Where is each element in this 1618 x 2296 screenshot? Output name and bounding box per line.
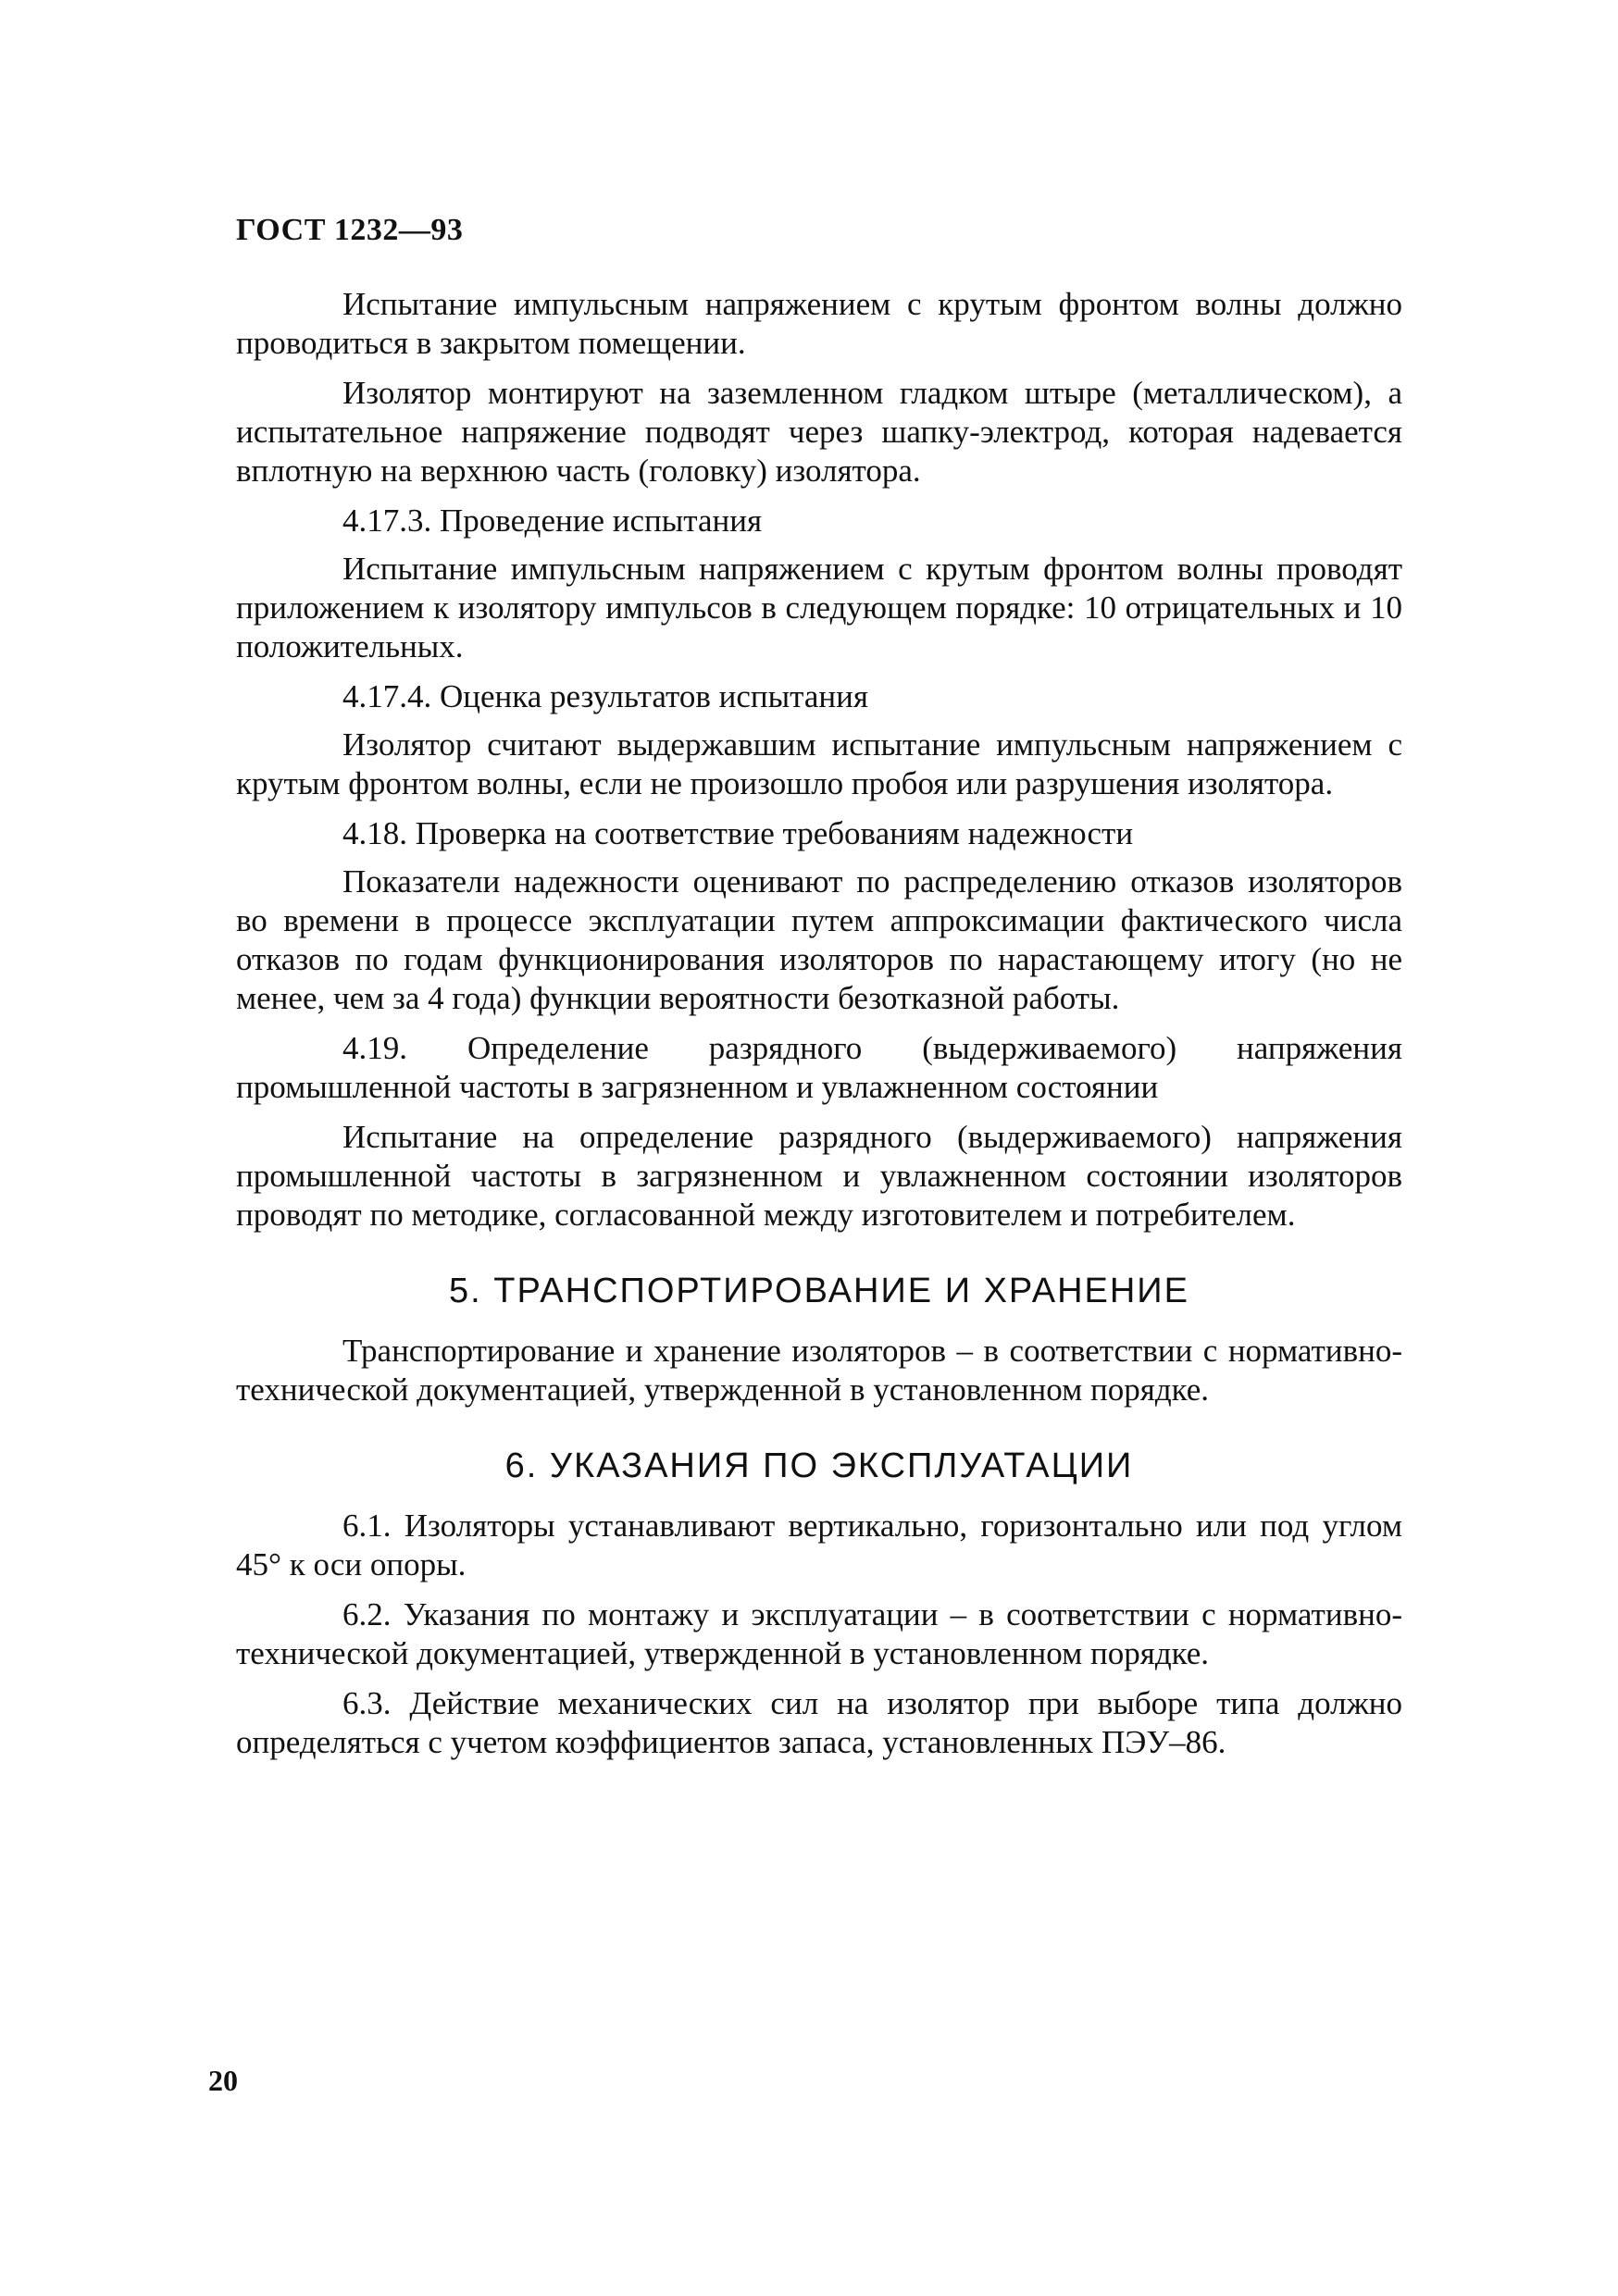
paragraph: Изолятор монтируют на заземленном гладком штыре (металлическом), а испытательное напряжение подводят через шапку-электрод, которая надевается вплотную на верхнюю часть (головку) изолятора.	[236, 375, 1402, 489]
subsection-heading: 4.17.4. Оценка результатов испытания	[342, 678, 868, 714]
paragraph: Испытание импульсным напряжением с крутым фронтом волны должно проводиться в закрытом помещении.	[236, 286, 1402, 361]
document-page	[236, 213, 1402, 1773]
paragraph: Изолятор считают выдержавшим испытание импульсным напряжением с крутым фронтом волны, если не произошло пробоя или разрушения изолятора.	[236, 726, 1402, 801]
paragraph: Испытание на определение разрядного (выдерживаемого) напряжения промышленной частоты в загрязненном и увлажненном состоянии изоляторов проводят по методике, согласованной между изготовителем и потребителем.	[236, 1119, 1402, 1233]
subsection-heading: 4.19. Определение разрядного (выдерживаемого) напряжения промышленной частоты в загрязненном и увлажненном состоянии	[236, 1030, 1402, 1105]
paragraph: 6.1. Изоляторы устанавливают вертикально, горизонтально или под углом 45° к оси опоры.	[236, 1508, 1402, 1582]
subsection-heading: 4.17.3. Проведение испытания	[342, 503, 763, 539]
document-header: ГОСТ 1232—93	[236, 213, 464, 247]
paragraph: 6.2. Указания по монтажу и эксплуатации – в соответствии с нормативно-технической документацией, утвержденной в установленном порядке.	[236, 1596, 1402, 1671]
page-number: 20	[208, 2064, 238, 2097]
paragraph: Испытание импульсным напряжением с крутым фронтом волны проводят приложением к изолятору импульсов в следующем порядке: 10 отрицательных и 10 положительных.	[236, 551, 1402, 664]
paragraph: Транспортирование и хранение изоляторов – в соответствии с нормативно-технической документацией, утвержденной в установленном порядке.	[236, 1333, 1402, 1408]
paragraph: 6.3. Действие механических сил на изолятор при выборе типа должно определяться с учетом коэффициентов запаса, установленных ПЭУ–86.	[236, 1685, 1402, 1760]
subsection-heading: 4.18. Проверка на соответствие требованиям надежности	[342, 815, 1134, 851]
paragraph: Показатели надежности оценивают по распределению отказов изоляторов во времени в процессе эксплуатации путем аппроксимации фактического числа отказов по годам функционирования изоляторов по нарастающему итогу (но не менее, чем за 4 года) функции вероятности безотказной работы.	[236, 863, 1402, 1016]
section-heading: 5. ТРАНСПОРТИРОВАНИЕ И ХРАНЕНИЕ	[449, 1272, 1189, 1310]
section-heading: 6. УКАЗАНИЯ ПО ЭКСПЛУАТАЦИИ	[504, 1446, 1134, 1485]
